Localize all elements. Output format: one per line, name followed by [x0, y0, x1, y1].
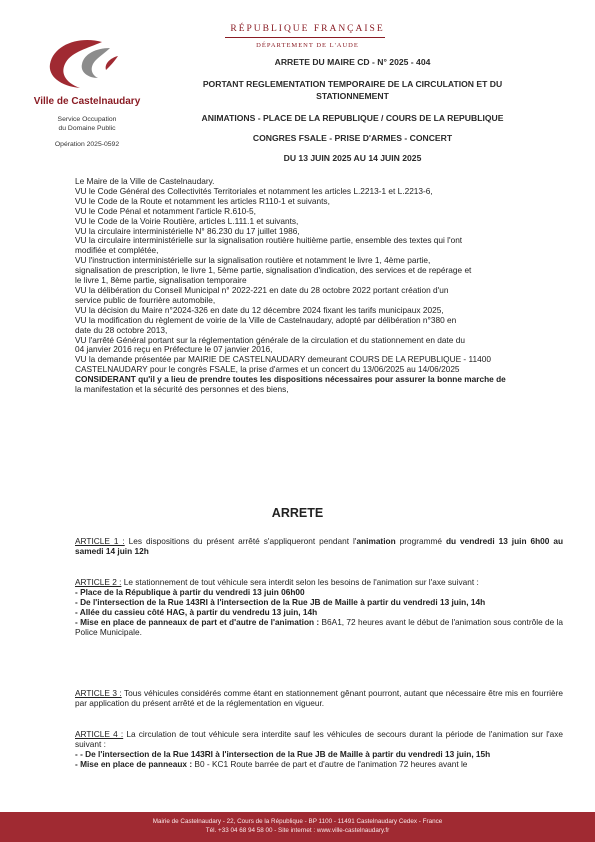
title-line-5: CONGRES FSALE - PRISE D'ARMES - CONCERT	[252, 133, 453, 143]
preamble-line: signalisation de prescription, le livre 1, 5ème partie, signalisation d'indication, des services et de repérage et	[75, 265, 472, 276]
article-2-text: Le stationnement de tout véhicule sera interdit selon les besoins de l'animation sur l'axe suivant :	[121, 577, 479, 587]
footer	[0, 812, 595, 842]
preamble-line: VU l'instruction interministérielle sur la signalisation routière et notamment le livre 1, 4ème partie,	[75, 255, 431, 266]
preamble-line: VU le Code Pénal et notamment l'article R.610-5,	[75, 205, 256, 216]
article-3-label: ARTICLE 3 :	[75, 688, 122, 698]
article-1	[75, 536, 563, 556]
article-2-last-bold: - Mise en place de panneaux de part et d'autre de l'animation :	[75, 617, 320, 628]
service-line-1: Service Occupation	[57, 116, 117, 123]
title-line-3: STATIONNEMENT	[316, 91, 389, 101]
preamble-line: modifiée et complétée,	[75, 245, 159, 256]
article-4-item: - - De l'intersection de la Rue 143RI à l'intersection de la Rue JB de Maille à partir du vendredi 13 juin, 15h	[75, 749, 491, 760]
article-2-label: ARTICLE 2 :	[75, 577, 122, 587]
operation-number: Opération 2025-0592	[54, 141, 120, 148]
footer-address: Mairie de Castelnaudary - 22, Cours de la République - BP 1100 - 11491 Castelnaudary Cedex - France	[152, 818, 443, 825]
article-2-last-text: B6A1, 72 heures avant le début de l'animation sous contrôle de la Police Municipale.	[75, 617, 563, 638]
preamble-line: date du 28 octobre 2013,	[75, 324, 168, 335]
preamble-line: VU la circulaire interministérielle sur la signalisation routière huitième partie, ensemble des textes qui l'ont	[75, 235, 463, 246]
preamble-line: la manifestation et la sécurité des personnes et des biens,	[75, 384, 289, 395]
preamble-line: VU la demande présentée par MAIRIE DE CASTELNAUDARY demeurant COURS DE LA REPUBLIQUE - 11400	[75, 354, 491, 365]
preamble-line: VU le Code Général des Collectivités Territoriales et notamment les articles L.2213-1 et L.2213-6,	[75, 185, 433, 196]
title-line-6: DU 13 JUIN 2025 AU 14 JUIN 2025	[283, 153, 422, 163]
article-2-item: - De l'intersection de la Rue 143RI à l'intersection de la Rue JB de Maille à partir du vendredi 13 juin, 14h	[75, 597, 486, 608]
preamble-line: service public de fourrière automobile,	[75, 294, 216, 305]
preamble-line: VU le Code de la Voirie Routière, articles L.111.1 et suivants,	[75, 215, 299, 226]
article-1-text: Les dispositions du présent arrêté s'appliqueront pendant l'	[124, 536, 357, 546]
article-4	[75, 729, 563, 769]
preamble-line: VU la modification du règlement de voirie de la Ville de Castelnaudary, adopté par délibération n°380 en	[75, 314, 457, 325]
article-4-text: La circulation de tout véhicule sera interdite sauf les véhicules de secours durant la période de l'animation sur l'axe suivant :	[75, 729, 564, 750]
departement: DÉPARTEMENT DE L'AUDE	[256, 42, 359, 49]
preamble-line: Le Maire de la Ville de Castelnaudary.	[75, 176, 215, 186]
preamble-line: VU la décision du Maire n°2024-326 en date du 12 décembre 2024 fixant les tarifs municipaux 2025,	[75, 304, 444, 315]
article-4-label: ARTICLE 4 :	[75, 729, 124, 739]
preamble-line: CONSIDERANT qu'il y a lieu de prendre toutes les dispositions nécessaires pour assurer la bonne marche de	[75, 374, 506, 385]
castelnaudary-logo	[40, 34, 132, 94]
article-4-last-bold: - Mise en place de panneaux :	[75, 759, 193, 770]
preamble-line: VU l'arrêté Général portant sur la réglementation générale de la circulation et du stationnement en date du	[75, 334, 465, 345]
preamble	[75, 177, 563, 395]
article-2	[75, 577, 563, 638]
republique-francaise: RÉPUBLIQUE FRANÇAISE	[230, 24, 385, 34]
service-line-2: du Domaine Public	[58, 125, 116, 132]
preamble-line: VU le Code de la Route et notamment les articles R110-1 et suivants,	[75, 195, 330, 206]
preamble-line: VU la délibération du Conseil Municipal n° 2022-221 en date du 28 octobre 2022 portant création d'un	[75, 284, 449, 295]
preamble-line: le livre 1, 8ème partie, signalisation temporaire	[75, 275, 247, 286]
arrete-number: ARRETE DU MAIRE CD - N° 2025 - 404	[274, 57, 431, 67]
title-line-4: ANIMATIONS - PLACE DE LA REPUBLIQUE / COURS DE LA REPUBLIQUE	[201, 113, 504, 123]
arrete-heading: ARRETE	[271, 506, 324, 520]
footer-contact: Tél. +33 04 68 94 58 00 - Site internet : www.ville-castelnaudary.fr	[205, 827, 390, 834]
article-3-text: Tous véhicules considérés comme étant en stationnement gênant pourront, autant que nécessaire être mis en fourrière par application du présent arrêté et de la réglementation en vigueur.	[75, 688, 563, 709]
preamble-line: VU la circulaire interministérielle N° 86.230 du 17 juillet 1986,	[75, 225, 300, 236]
article-1-bold-2: du vendredi 13 juin 6h00 au samedi 14 juin 12h	[75, 536, 564, 557]
article-3	[75, 688, 563, 708]
title-line-2: PORTANT REGLEMENTATION TEMPORAIRE DE LA CIRCULATION ET DU	[202, 79, 503, 89]
header-divider	[225, 37, 385, 38]
preamble-line: 04 janvier 2016 reçu en Préfecture le 07 janvier 2016,	[75, 344, 273, 355]
article-2-item: - Place de la République à partir du vendredi 13 juin 06h00	[75, 587, 305, 598]
article-1-text-2: programmé	[395, 536, 446, 546]
article-1-label: ARTICLE 1 :	[75, 536, 125, 546]
ville-name: Ville de Castelnaudary	[33, 96, 141, 107]
preamble-line: CASTELNAUDARY pour le congrès FSALE, la prise d'armes et un concert du 13/06/2025 au 14/06/2025	[75, 364, 460, 375]
article-2-item: - Allée du cassieu côté HAG, à partir du vendredu 13 juin, 14h	[75, 607, 318, 618]
article-2-last	[75, 617, 563, 637]
article-1-bold-1: animation	[356, 536, 396, 546]
article-4-last-text: B0 - KC1 Route barrée de part et d'autre de l'animation 72 heures avant le	[192, 759, 468, 770]
